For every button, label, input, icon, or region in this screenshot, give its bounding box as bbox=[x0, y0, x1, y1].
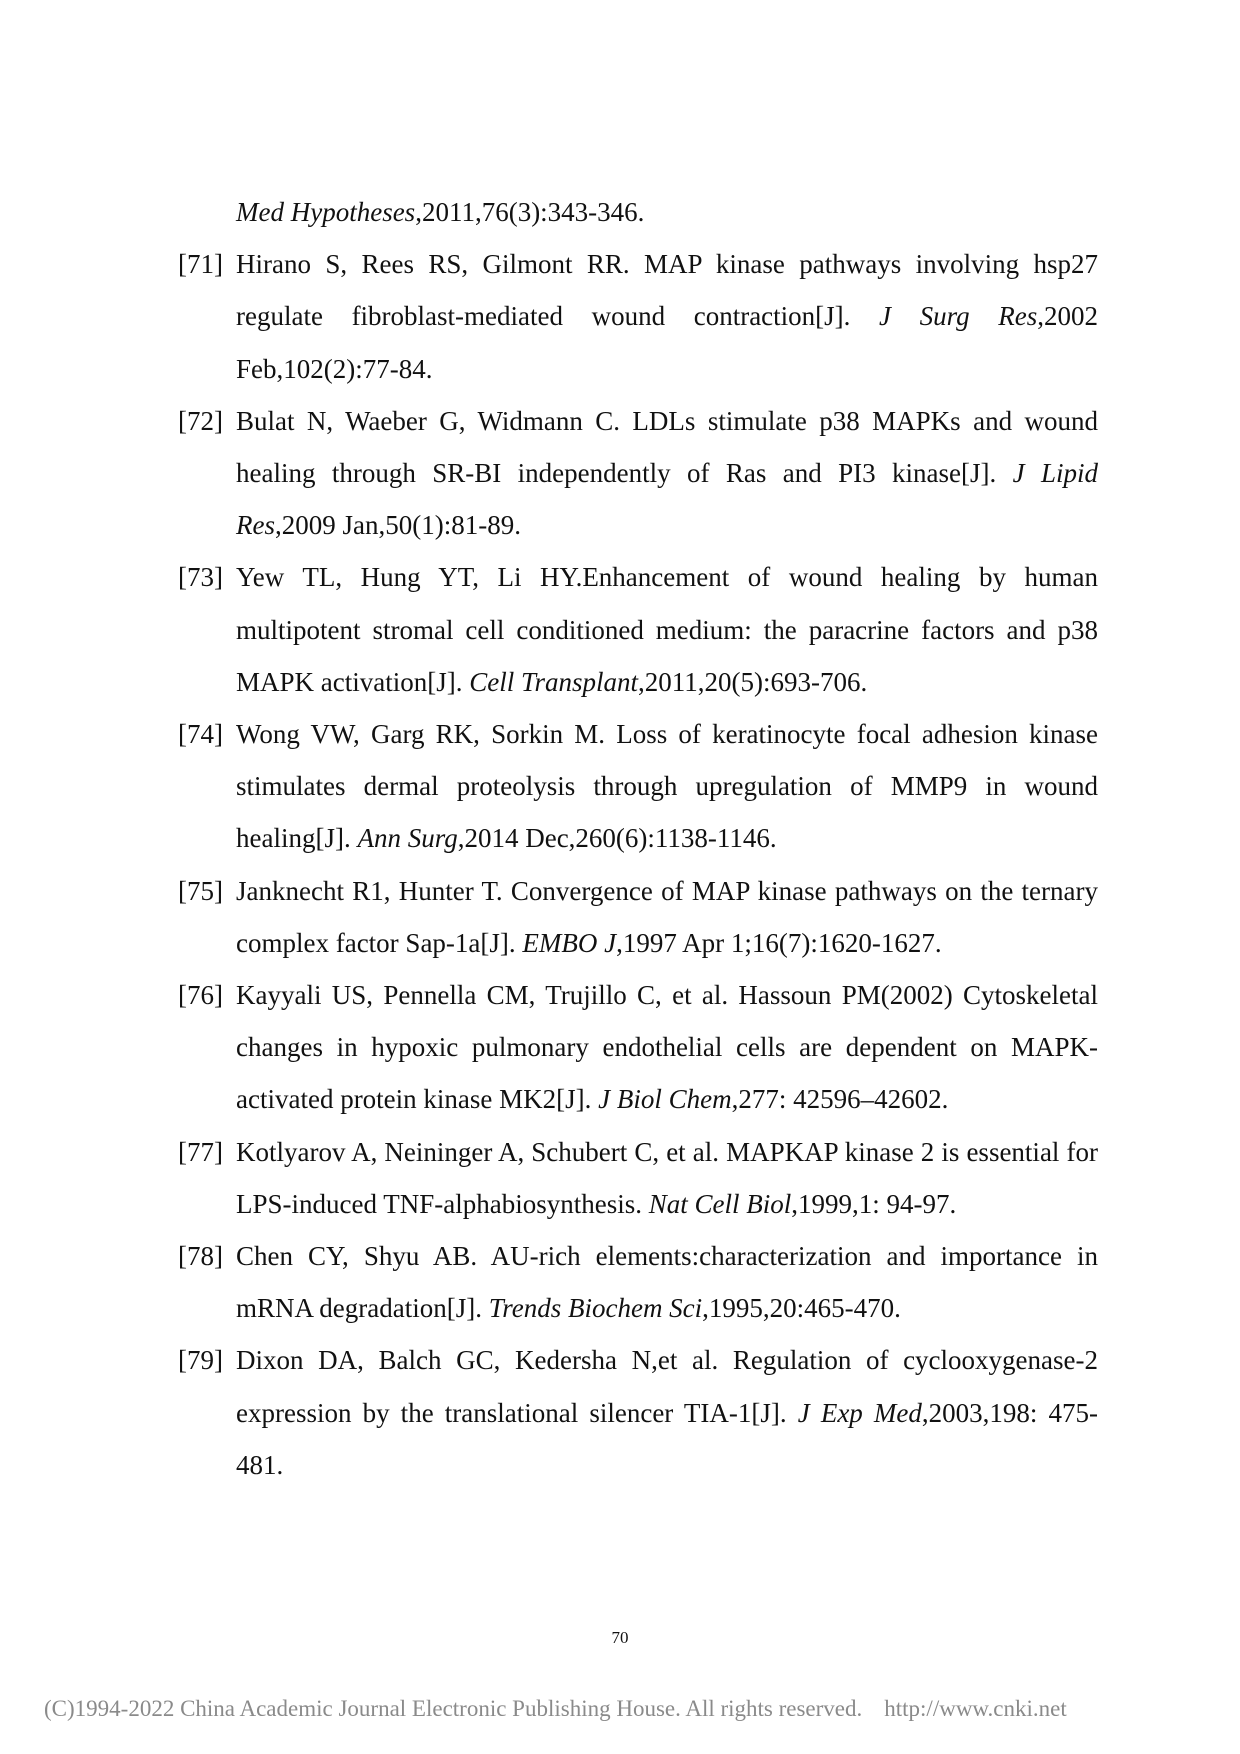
copyright-text: (C)1994-2022 China Academic Journal Electronic Publishing House. All rights reserved. bbox=[44, 1696, 863, 1721]
reference-item-78 bbox=[178, 1230, 1098, 1334]
reference-journal: Trends Biochem Sci bbox=[488, 1293, 703, 1324]
reference-citation-tail: ,1995,20:465-470. bbox=[702, 1293, 901, 1324]
reference-journal: Nat Cell Biol bbox=[648, 1188, 792, 1219]
reference-number: [75] bbox=[178, 875, 223, 906]
reference-item-71 bbox=[178, 238, 1098, 395]
reference-number: [78] bbox=[178, 1241, 223, 1272]
reference-citation-tail: ,2003,198: 475-481. bbox=[236, 1397, 1098, 1480]
copyright-footer bbox=[44, 1696, 1067, 1722]
reference-number: [77] bbox=[178, 1136, 223, 1167]
reference-text: Chen CY, Shyu AB. AU-rich elements:characterization and importance in mRNA degradation[J]. bbox=[236, 1241, 1098, 1324]
reference-journal: J Surg Res bbox=[879, 301, 1038, 332]
reference-continuation bbox=[178, 186, 1098, 238]
reference-item-77 bbox=[178, 1126, 1098, 1230]
reference-number: [76] bbox=[178, 980, 223, 1011]
reference-citation-tail: ,1997 Apr 1;16(7):1620-1627. bbox=[616, 927, 942, 958]
page-number: 70 bbox=[611, 1628, 629, 1647]
reference-citation-tail: ,1999,1: 94-97. bbox=[791, 1188, 957, 1219]
footer-url: http://www.cnki.net bbox=[884, 1696, 1067, 1721]
reference-item-72 bbox=[178, 395, 1098, 552]
reference-text: Wong VW, Garg RK, Sorkin M. Loss of keratinocyte focal adhesion kinase stimulates dermal proteolysis through upregulation of MMP9 in wound healing[J]. bbox=[236, 719, 1098, 854]
reference-journal: Ann Surg bbox=[357, 823, 458, 854]
reference-item-79 bbox=[178, 1334, 1098, 1491]
reference-item-75 bbox=[178, 865, 1098, 969]
reference-journal: EMBO J bbox=[522, 927, 617, 958]
reference-citation-tail: ,2011,20(5):693-706. bbox=[638, 666, 868, 697]
reference-text: Dixon DA, Balch GC, Kedersha N,et al. Regulation of cyclooxygenase-2 expression by the translational silencer TIA-1[J]. bbox=[236, 1345, 1098, 1428]
reference-text: Janknecht R1, Hunter T. Convergence of MAP kinase pathways on the ternary complex factor Sap-1a[J]. bbox=[236, 875, 1098, 958]
reference-citation-tail: ,277: 42596–42602. bbox=[731, 1084, 949, 1115]
reference-text: Yew TL, Hung YT, Li HY.Enhancement of wound healing by human multipotent stromal cell conditioned medium: the paracrine factors and p38 MAPK activation[J]. bbox=[236, 562, 1098, 697]
reference-number: [74] bbox=[178, 719, 223, 750]
reference-text: Hirano S, Rees RS, Gilmont RR. MAP kinase pathways involving hsp27 regulate fibroblast-mediated wound contraction[J]. bbox=[236, 249, 1098, 332]
reference-number: [73] bbox=[178, 562, 223, 593]
reference-journal: J Lipid Res bbox=[236, 458, 1098, 541]
reference-journal: J Biol Chem bbox=[598, 1084, 732, 1115]
reference-text: Kayyali US, Pennella CM, Trujillo C, et al. Hassoun PM(2002) Cytoskeletal changes in hypoxic pulmonary endothelial cells are dependent on MAPK-activated protein kinase MK2[J]. bbox=[236, 980, 1098, 1115]
reference-item-76 bbox=[178, 969, 1098, 1126]
reference-number: [72] bbox=[178, 405, 223, 436]
reference-journal: Cell Transplant bbox=[469, 666, 639, 697]
reference-citation-tail: ,2002 Feb,102(2):77-84. bbox=[236, 301, 1098, 384]
reference-item-73 bbox=[178, 551, 1098, 708]
reference-text: Kotlyarov A, Neininger A, Schubert C, et al. MAPKAP kinase 2 is essential for LPS-induced TNF-alphabiosynthesis. bbox=[236, 1136, 1098, 1219]
reference-list bbox=[178, 186, 1098, 1491]
reference-citation-tail: ,2009 Jan,50(1):81-89. bbox=[274, 510, 521, 541]
reference-citation-tail: ,2011,76(3):343-346. bbox=[415, 197, 645, 227]
reference-journal: J Exp Med bbox=[797, 1397, 922, 1428]
reference-text: Bulat N, Waeber G, Widmann C. LDLs stimulate p38 MAPKs and wound healing through SR-BI independently of Ras and PI3 kinase[J]. bbox=[236, 405, 1098, 489]
reference-journal: Med Hypotheses bbox=[236, 197, 416, 227]
reference-item-74 bbox=[178, 708, 1098, 865]
reference-citation-tail: ,2014 Dec,260(6):1138-1146. bbox=[457, 823, 777, 854]
reference-number: [71] bbox=[178, 249, 223, 280]
reference-number: [79] bbox=[178, 1345, 223, 1376]
